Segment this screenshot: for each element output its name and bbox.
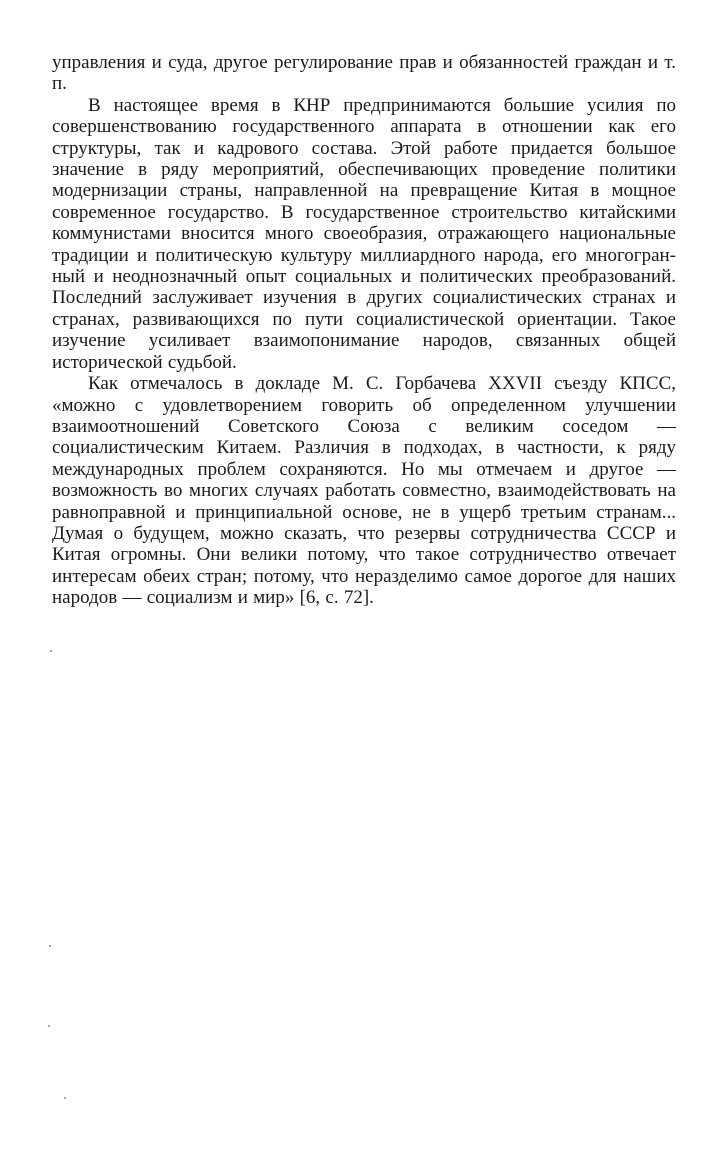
- paragraph-gorbachev-quote: Как отмечалось в докладе М. С. Горбачева XXVII съезду КПСС, «можно с удовлетворением говорить об определенном улучшении взаимоотношений Советского Союза с великим соседом — социалистическим Китаем. Различия в подходах, в частности, к ряду международных проблем сохраняются. Но мы отмечаем и другое — возможность во многих случаях работать совместно, взаимодействовать на равноправной и принципиальной основе, не в ущерб третьим странам... Думая о будущем, можно сказать, что резервы сотрудничества СССР и Китая огромны. Они велики потому, что такое сотрудничество отвечает интересам обеих стран; потому, что неразделимо самое дорогое для наших народов — социализм и мир» [6, с. 72].: [52, 373, 676, 609]
- document-page: [52, 52, 676, 609]
- scan-speck: [48, 1025, 50, 1027]
- paragraph-continuation: управления и суда, другое регулирование прав и обязанностей граждан и т. п.: [52, 52, 676, 95]
- scan-speck: [49, 945, 51, 947]
- paragraph-state-apparatus: В настоящее время в КНР предпринимаются большие усилия по совершенствованию государственного аппарата в отношении как его структуры, так и кадрового состава. Этой работе придается большое значение в ряду мероприятий, обеспечивающих проведение политики модернизации страны, направленной на превращение Китая в мощное современное государство. В государственное строительство китайскими коммунистами вносится много своеобразия, отражающего национальные традиции и политическую культуру миллиардного народа, его многогранный и неоднозначный опыт социальных и политических преобразований. Последний заслуживает изучения в других социалистических странах и странах, развивающихся по пути социалистической ориентации. Такое изучение усиливает взаимопонимание народов, связанных общей исторической судьбой.: [52, 94, 676, 373]
- scan-speck: [50, 650, 52, 652]
- scan-speck: [64, 1097, 66, 1099]
